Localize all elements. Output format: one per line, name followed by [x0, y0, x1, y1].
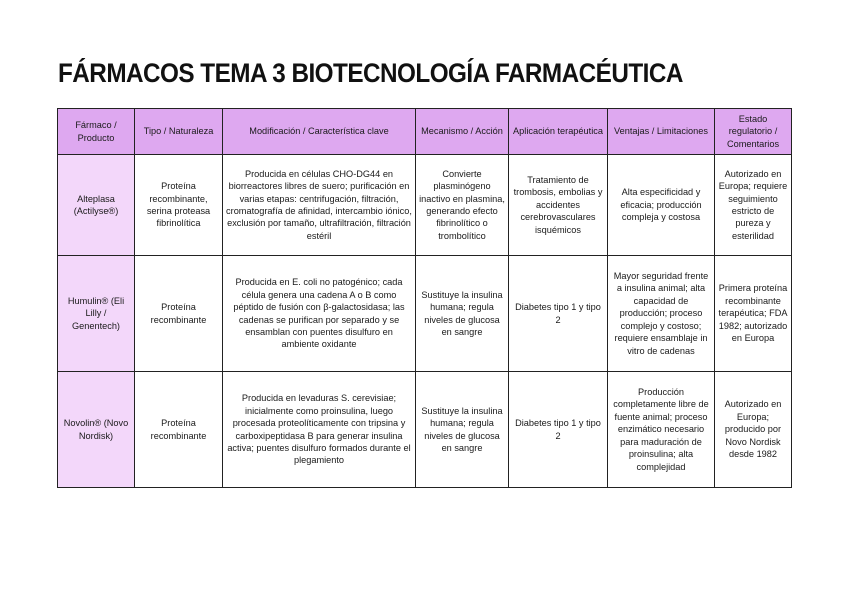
- cell-application: Diabetes tipo 1 y tipo 2: [509, 256, 608, 372]
- table-row: [58, 256, 792, 372]
- cell-mechanism: Convierte plasminógeno inactivo en plasmina, generando efecto fibrinolítico o trombolítico: [416, 155, 509, 256]
- page-title: FÁRMACOS TEMA 3 BIOTECNOLOGÍA FARMACÉUTICA: [58, 58, 683, 88]
- cell-drug: Novolin® (Novo Nordisk): [58, 372, 135, 488]
- header-regulatory: Estado regulatorio / Comentarios: [715, 109, 792, 155]
- header-application: Aplicación terapéutica: [509, 109, 608, 155]
- cell-regulatory: Autorizado en Europa; producido por Novo Nordisk desde 1982: [715, 372, 792, 488]
- cell-pros-cons: Alta especificidad y eficacia; producción compleja y costosa: [608, 155, 715, 256]
- cell-modification: Producida en células CHO-DG44 en biorreactores libres de suero; purificación en varias etapas: centrifugación, filtración, cromatografía de afinidad, intercambio iónico, exclusión por tamaño, ultrafiltración, filtración estéril: [223, 155, 416, 256]
- header-drug: Fármaco / Producto: [58, 109, 135, 155]
- cell-regulatory: Primera proteína recombinante terapéutica; FDA 1982; autorizado en Europa: [715, 256, 792, 372]
- cell-modification: Producida en E. coli no patogénico; cada célula genera una cadena A o B como péptido de fusión con β-galactosidasa; las cadenas se purifican por separado y se ensamblan con puentes disulfuro en ambiente oxidante: [223, 256, 416, 372]
- table-row: [58, 155, 792, 256]
- cell-mechanism: Sustituye la insulina humana; regula niveles de glucosa en sangre: [416, 372, 509, 488]
- cell-drug: Humulin® (Eli Lilly / Genentech): [58, 256, 135, 372]
- cell-type: Proteína recombinante, serina proteasa fibrinolítica: [135, 155, 223, 256]
- header-modification: Modificación / Característica clave: [223, 109, 416, 155]
- drug-table: [57, 108, 792, 488]
- cell-modification: Producida en levaduras S. cerevisiae; inicialmente como proinsulina, luego procesada proteolíticamente con tripsina y carboxipeptidasa B para generar insulina activa; puentes disulfuro formados durante el plegamiento: [223, 372, 416, 488]
- cell-drug: Alteplasa (Actilyse®): [58, 155, 135, 256]
- cell-pros-cons: Producción completamente libre de fuente animal; proceso enzimático necesario para maduración de proinsulina; alta complejidad: [608, 372, 715, 488]
- header-mechanism: Mecanismo / Acción: [416, 109, 509, 155]
- cell-type: Proteína recombinante: [135, 372, 223, 488]
- cell-application: Tratamiento de trombosis, embolias y accidentes cerebrovasculares isquémicos: [509, 155, 608, 256]
- cell-regulatory: Autorizado en Europa; requiere seguimiento estricto de pureza y esterilidad: [715, 155, 792, 256]
- cell-application: Diabetes tipo 1 y tipo 2: [509, 372, 608, 488]
- header-type: Tipo / Naturaleza: [135, 109, 223, 155]
- cell-type: Proteína recombinante: [135, 256, 223, 372]
- table-header-row: [58, 109, 792, 155]
- cell-mechanism: Sustituye la insulina humana; regula niveles de glucosa en sangre: [416, 256, 509, 372]
- table-row: [58, 372, 792, 488]
- cell-pros-cons: Mayor seguridad frente a insulina animal; alta capacidad de producción; proceso complejo y costoso; requiere ensamblaje in vitro de cadenas: [608, 256, 715, 372]
- header-pros-cons: Ventajas / Limitaciones: [608, 109, 715, 155]
